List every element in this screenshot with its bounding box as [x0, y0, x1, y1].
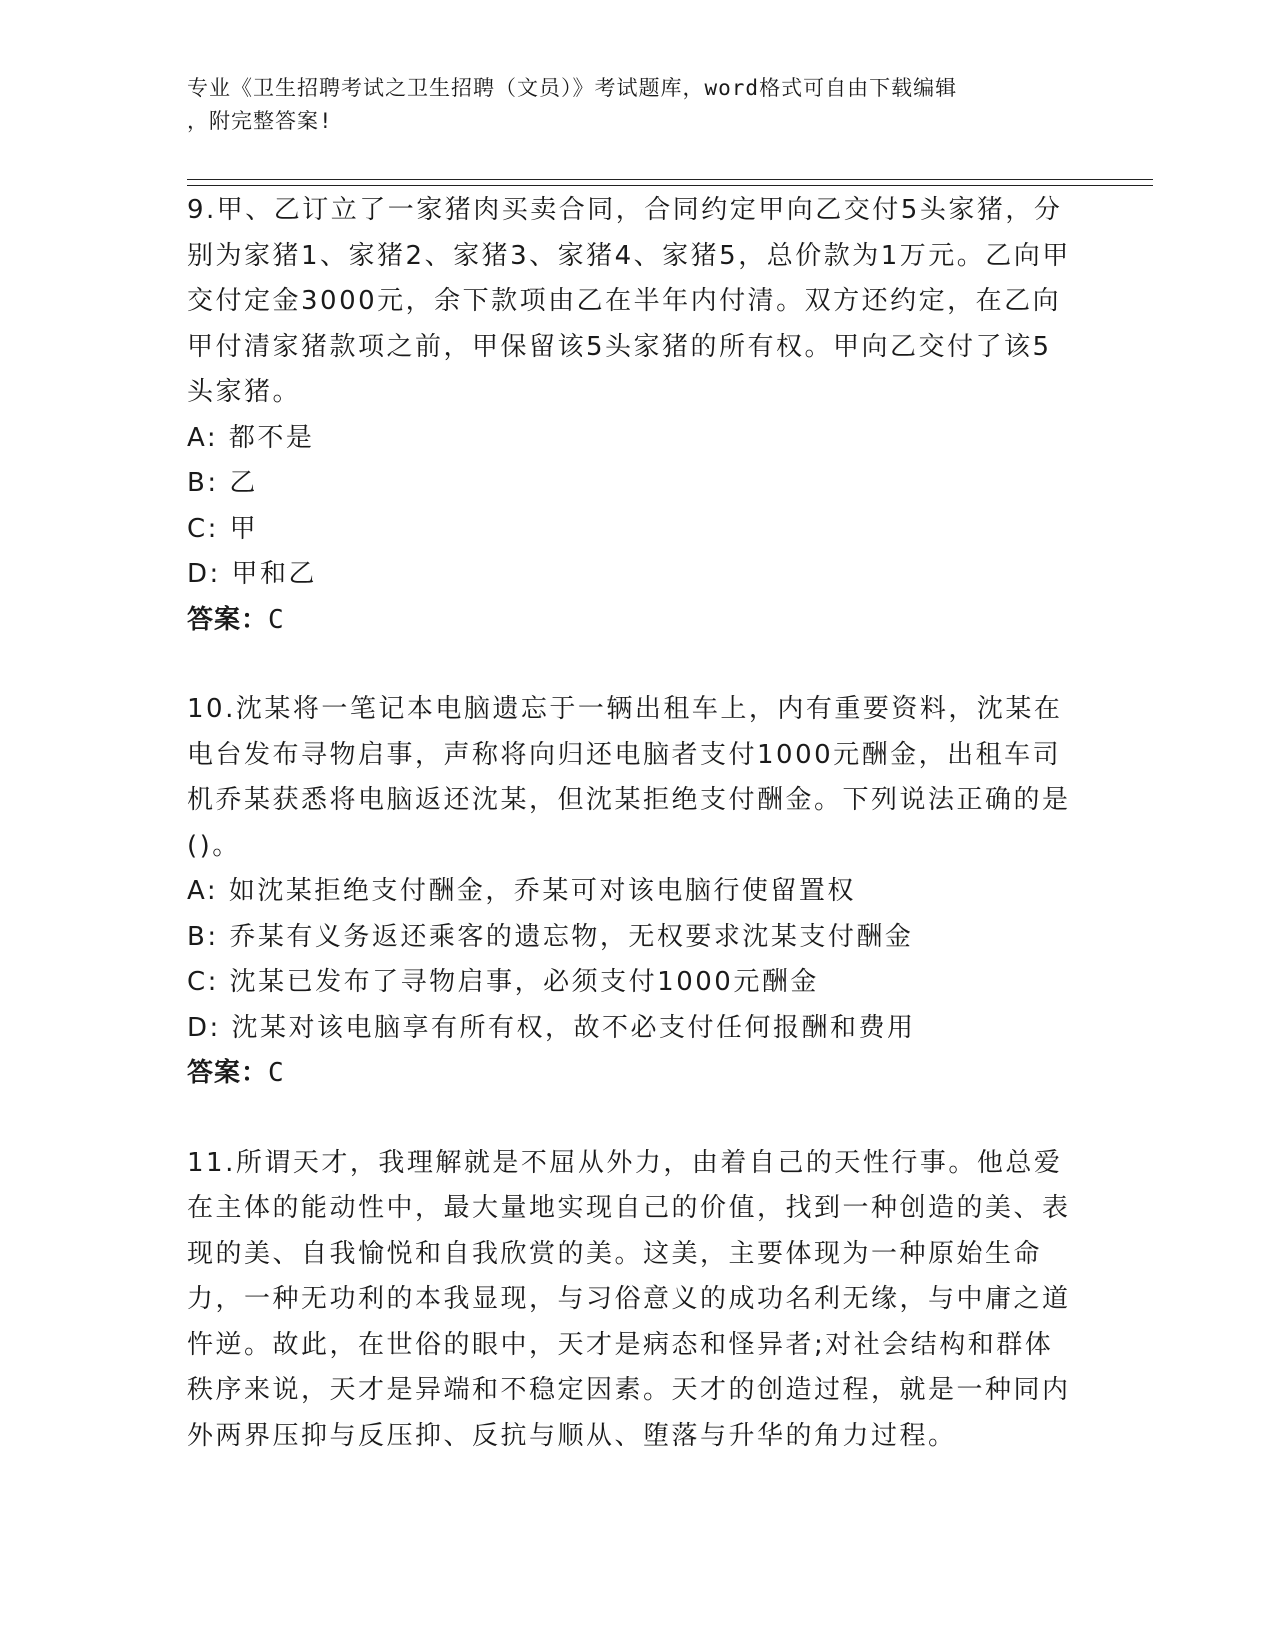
- answer-label: 答案：: [187, 1058, 269, 1088]
- answer-line: [187, 598, 1077, 644]
- option-d: D: 沈某对该电脑享有所有权，故不必支付任何报酬和费用: [187, 1012, 916, 1043]
- question-9: [187, 188, 1077, 643]
- option-b: B: 乔某有义务返还乘客的遗忘物，无权要求沈某支付酬金: [187, 921, 914, 952]
- question-stem: 11.所谓天才，我理解就是不屈从外力，由着自己的天性行事。他总爱在主体的能动性中，最大量地实现自己的价值，找到一种创造的美、表现的美、自我愉悦和自我欣赏的美。这美，主要体现为一种原始生命力，一种无功利的本我显现，与习俗意义的成功名利无缘，与中庸之道忤逆。故此，在世俗的眼中，天才是病态和怪异者;对社会结构和群体秩序来说，天才是异端和不稳定因素。天才的创造过程，就是一种同内外两界压抑与反压抑、反抗与顺从、堕落与升华的角力过程。: [187, 1147, 1071, 1451]
- header-line-1: 专业《卫生招聘考试之卫生招聘（文员）》考试题库，word格式可自由下载编辑: [187, 76, 958, 100]
- option-b: B: 乙: [187, 468, 258, 498]
- header-line-2: ，附完整答案!: [187, 109, 333, 133]
- answer-value: C: [268, 604, 285, 635]
- question-11: [187, 1141, 1077, 1460]
- option-a: A: 如沈某拒绝支付酬金，乔某可对该电脑行使留置权: [187, 876, 856, 906]
- header-divider: [187, 179, 1153, 186]
- option-c: C: 甲: [187, 513, 259, 544]
- question-10: [187, 687, 1077, 1097]
- answer-line: [187, 1051, 1077, 1097]
- option-d: D: 甲和乙: [187, 559, 318, 589]
- option-c: C: 沈某已发布了寻物启事，必须支付1000元酬金: [187, 967, 819, 997]
- answer-value: C: [268, 1058, 285, 1088]
- answer-label: 答案：: [187, 604, 269, 635]
- document-header: [187, 72, 1067, 138]
- question-list: [187, 188, 1077, 1459]
- question-stem: 9.甲、乙订立了一家猪肉买卖合同，合同约定甲向乙交付5头家猪，分别为家猪1、家猪2、家猪3、家猪4、家猪5，总价款为1万元。乙向甲交付定金3000元，余下款项由乙在半年内付清。双方还约定，在乙向甲付清家猪款项之前，甲保留该5头家猪的所有权。甲向乙交付了该5头家猪。: [187, 195, 1071, 407]
- question-stem: 10.沈某将一笔记本电脑遗忘于一辆出租车上，内有重要资料，沈某在电台发布寻物启事，声称将向归还电脑者支付1000元酬金，出租车司机乔某获悉将电脑返还沈某，但沈某拒绝支付酬金。下列说法正确的是()。: [187, 694, 1071, 861]
- option-a: A: 都不是: [187, 422, 315, 453]
